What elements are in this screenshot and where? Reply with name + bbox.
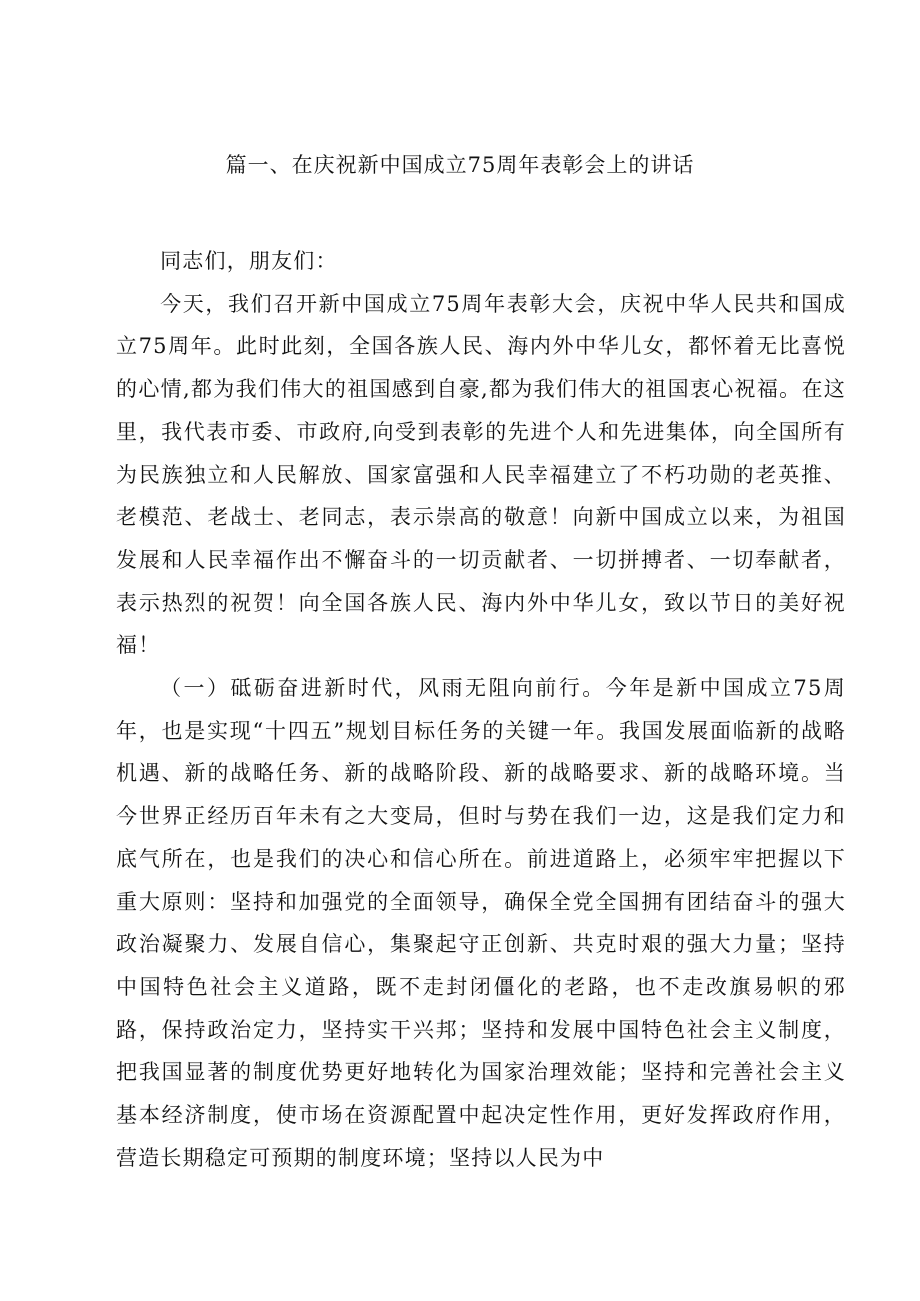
- document-body: [116, 240, 846, 1179]
- paragraph-section-one: （一）砥砺奋进新时代，风雨无阻向前行。今年是新中国成立75周年，也是实现“十四五”规划目标任务的关键一年。我国发展面临新的战略机遇、新的战略任务、新的战略阶段、新的战略要求、新的战略环境。当今世界正经历百年未有之大变局，但时与势在我们一边，这是我们定力和底气所在，也是我们的决心和信心所在。前进道路上，必须牢牢把握以下重大原则：坚持和加强党的全面领导，确保全党全国拥有团结奋斗的强大政治凝聚力、发展自信心，集聚起守正创新、共克时艰的强大力量；坚持中国特色社会主义道路，既不走封闭僵化的老路，也不走改旗易帜的邪路，保持政治定力，坚持实干兴邦；坚持和发展中国特色社会主义制度，把我国显著的制度优势更好地转化为国家治理效能；坚持和完善社会主义基本经济制度，使市场在资源配置中起决定性作用，更好发挥政府作用，营造长期稳定可预期的制度环境；坚持以人民为中: [116, 676, 846, 1170]
- salutation: 同志们，朋友们：: [160, 249, 338, 273]
- document-title: 篇一、在庆祝新中国成立75周年表彰会上的讲话: [225, 153, 695, 177]
- paragraph-opening: 今天，我们召开新中国成立75周年表彰大会，庆祝中华人民共和国成立75周年。此时此刻，全国各族人民、海内外中华儿女，都怀着无比喜悦的心情,都为我们伟大的祖国感到自豪,都为我们伟大的祖国衷心祝福。在这里，我代表市委、市政府,向受到表彰的先进个人和先进集体，向全国所有为民族独立和人民解放、国家富强和人民幸福建立了不朽功勋的老英推、老模范、老战士、老同志，表示崇高的敬意！向新中国成立以来，为祖国发展和人民幸福作出不懈奋斗的一切贡献者、一切拼搏者、一切奉献者，表示热烈的祝贺！向全国各族人民、海内外中华儿女，致以节日的美好祝福！: [116, 291, 846, 658]
